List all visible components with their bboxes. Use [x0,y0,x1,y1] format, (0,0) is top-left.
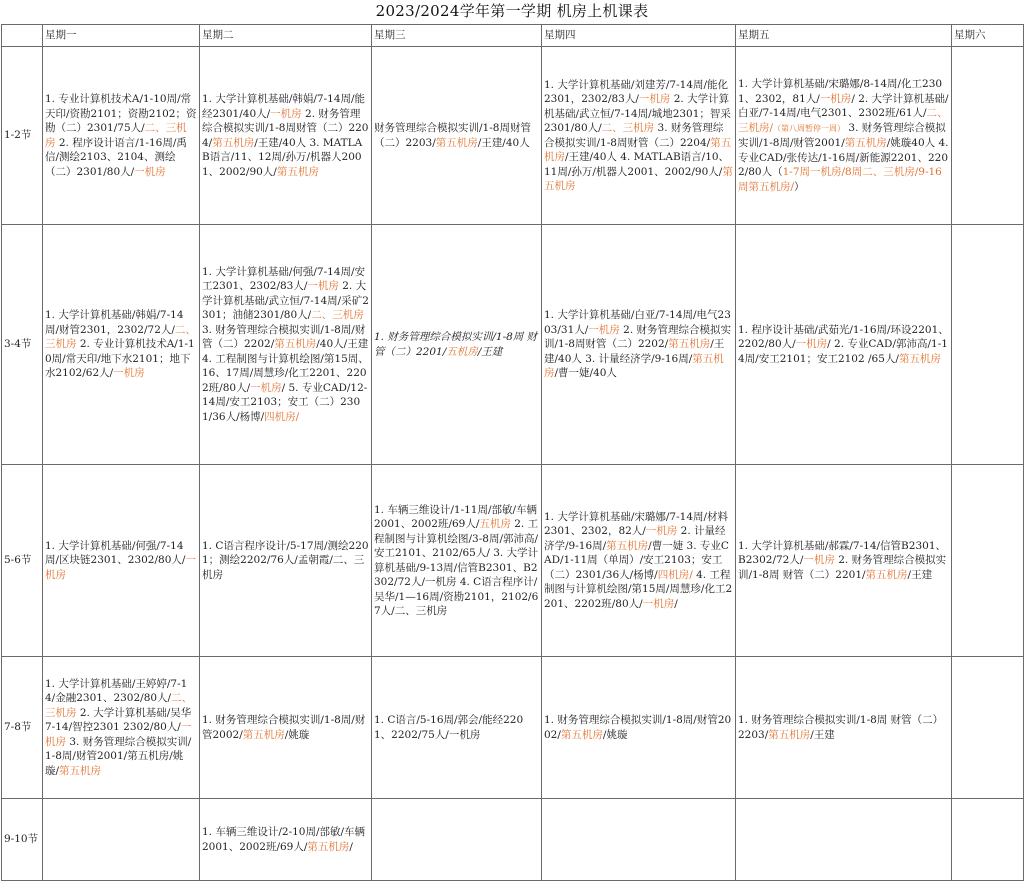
course-text: / 2. 大学计算机基础/白亚/7-14周/电气2301、2302班/61人/ [738,92,949,119]
course-text: 2. 大学计算机基础/武立恒/7-14周/采矿2301；油储2301/80人/ [202,280,369,322]
day-header: 星期四 [542,25,736,47]
room-label: 一机房 [250,381,282,394]
room-label: 第五机房 [276,165,319,178]
course-text: 2. 财务管理综合模拟实训/1-8周财管（二）2204/ [202,107,369,149]
course-text: 1. 大学计算机基础/王婷婷/7-14/金融2301、2302/80人/ [45,677,188,705]
cell-text [374,713,539,742]
schedule-table [1,24,1024,881]
day-header: 星期二 [200,25,372,47]
course-text: /曹一婕 3. 专业CAD/1-11周（单周）/安工2103；安工（二）2301/36人/杨博/ [544,539,729,581]
room-label: 二、三机房 [601,122,655,134]
course-text: /40人/王建 4. 工程制图与计算机绘图/第15周、16、17周/周慧珍/化工2201、2202班/80人/ [202,338,369,394]
course-text: 1. 大学计算机基础/何强/7-14周/安工2301、2302/83人/ [202,265,366,293]
cell-text [202,539,369,583]
schedule-cell [736,465,952,657]
schedule-cell [372,657,542,799]
course-text: 1. 财务管理综合模拟实训/1-8周 财管（二）2203/ [738,714,944,741]
schedule-cell [372,799,542,881]
schedule-cell [542,465,736,657]
room-label: 四机房/ [657,568,693,581]
schedule-cell [952,225,1024,465]
day-header: 星期一 [43,25,200,47]
course-text: 1. 专业计算机技术A/1-10周/常天印/资勘2101；资勘2102；资勘（二）2301/75人/ [45,93,197,134]
cell-text [738,713,949,742]
course-text: 2. 大学计算机基础/吴华7-14/智控2301 2302/80人/ [45,706,192,734]
cell-text [45,677,197,779]
course-text: 2. 计量经济学/9-16周/ [544,525,726,552]
cell-text [544,713,733,742]
period-label: 7-8节 [2,657,43,799]
course-text: 1. 车辆三维设计/2-10周/部敏/车辆2001、2002班/69人/ [202,826,366,853]
schedule-cell [43,225,200,465]
course-text: 3. 财务管理综合模拟实训/1-8周财管（二）2204/ [544,122,724,149]
schedule-cell [952,47,1024,225]
room-label: 五机房 [446,345,478,358]
schedule-cell [200,225,372,465]
cell-text [374,121,539,150]
room-label: 一机房 [134,165,166,178]
cell-text [374,330,539,359]
room-label: 第五机房 [307,840,350,853]
course-text: / [674,597,678,610]
schedule-cell [200,657,372,799]
course-text: 财务管理综合模拟实训/1-8周财管（二）2203/ [374,122,531,149]
course-text: 3. 财务管理综合模拟实训/1-8周/财管2001/ [738,121,946,149]
course-text: 1. 大学计算机基础/韩娟/7-14周/能经2301/40人/ [202,93,366,120]
room-label: 第五机房 [242,728,285,741]
cell-text [202,265,369,425]
period-label: 1-2节 [2,47,43,225]
course-text: 1. 大学计算机基础/韩娟/7-14周/财管2301，2302/72人/ [45,309,184,336]
schedule-row [2,657,1024,799]
schedule-cell [736,799,952,881]
course-text: 1. 大学计算机基础/宋璐娜/8-14周/化工2301、2302，81人/ [738,78,943,105]
schedule-cell [952,799,1024,881]
schedule-cell [43,47,200,225]
course-text: 1. C语言/5-16周/郭会/能经2201、2202/75人/一机房 [374,714,524,741]
schedule-cell [43,799,200,881]
schedule-row [2,47,1024,225]
schedule-cell [736,657,952,799]
schedule-cell [372,225,542,465]
day-header: 星期六 [952,25,1024,47]
course-text: /王建/40人 4. MATLAB语言/10、11周/孙万/机器人2001、2002/90人/ [544,151,730,178]
schedule-row [2,465,1024,657]
course-text: 1. 大学计算机基础/郝霖/7-14/信管B2301、B2302/72人/ [738,539,946,567]
course-text: ） [794,180,805,193]
course-text: 2. 程序设计语言/1-16周/禹信/测绘2103、2104、测绘（二）2301/80人/ [45,136,187,178]
schedule-cell [736,225,952,465]
room-label: 第五机房 [274,338,317,351]
room-label: 第五机房 [898,352,941,365]
cell-text [202,713,369,742]
course-text: 1. 车辆三维设计/1-11周/部敏/车辆2001、2002班/69人/ [374,503,538,530]
schedule-cell [200,465,372,657]
room-label: 第五机房 [544,136,732,163]
day-header: 星期三 [372,25,542,47]
course-text: /王建 [907,568,933,581]
course-text: 2. 工程制图与计算机绘图/3-8周/郭沛高/安工2101、2102/65人/ 3. 大学计算机基础/9-13周/信管B2301、B2302/72人/一机房 4. C语言程序计/吴华/1—16周/资勘2101，2102/67人/二、三机房 [374,518,539,617]
schedule-cell [372,47,542,225]
room-label: 二、三机房 [311,309,364,322]
room-label: 一机房 [307,280,339,293]
cell-text [202,92,369,179]
schedule-cell [952,657,1024,799]
schedule-cell [43,465,200,657]
room-label: 第五机房 [768,728,811,741]
room-label: 一机房 [642,597,675,610]
cell-text [738,539,949,583]
room-label: 第五机房 [668,338,711,351]
course-text: /姚璇40人 4. 专业CAD/张传达/1-16周/新能源2201、2202/80人（ [738,137,949,178]
schedule-cell [736,47,952,225]
course-text: / 2. 专业CAD/郭沛高/1-14周/安工2101；安工2102 /65人/ [738,338,948,365]
course-text: 3. 财务管理综合模拟实训/1-8周/财管（二）2202/ [202,323,366,351]
schedule-cell [542,47,736,225]
course-text: /王建 [810,728,835,741]
room-label: 1-7周一机房/8周二、三机房/9-16周第五机房/ [738,166,942,193]
cell-text [374,503,539,619]
header-row [2,25,1024,47]
cell-text [45,92,197,179]
cell-text [202,825,369,854]
room-label: （第八周暂停一周） [773,123,846,133]
room-label: 第五机房 [212,136,255,149]
course-text: 1. 大学计算机基础/白亚/7-14周/电气2303/31人/ [544,309,731,336]
schedule-cell [43,657,200,799]
course-text: /王建 [477,345,503,358]
cell-text [544,510,733,612]
course-text: 1. 大学计算机基础/宋璐娜/7-14周/材料2301、2302，82人/ [544,510,729,538]
room-label: 二、三机房 [45,692,193,719]
course-text: 1. 财务管理综合模拟实训/1-8周 财管（二）2201/ [374,331,538,358]
course-text: 4. 工程制图与计算机绘图/第15周/周慧珍/化工2201、2202班/80人/ [544,568,733,610]
room-label: 五机房 [479,518,511,530]
course-text: /曹一婕/40人 [554,367,617,380]
room-label: 一机房 [819,92,852,105]
course-text: 1. 财务管理综合模拟实训/1-8周/财管2002/ [544,714,732,741]
course-text: 2. 专业计算机技术A/1-10周/常天印/地下水2101；地下水2102/62人/ [45,338,195,380]
schedule-row [2,799,1024,881]
room-label: 一机房 [803,554,835,567]
day-header: 星期五 [736,25,952,47]
room-label: 第五机房 [544,165,733,192]
cell-text [45,308,197,381]
room-label: 第五机房 [544,352,724,380]
cell-text [45,539,197,583]
cell-text [544,78,733,194]
course-text: /王建/40人 3. 计量经济学/9-16周/ [544,338,725,365]
room-label: 第五机房 [844,137,887,149]
course-text: 2. 大学计算机基础/武立恒/7-14周/城地2301；智采2301/80人/ [544,93,731,134]
room-label: 一机房 [638,93,671,105]
period-label: 9-10节 [2,799,43,881]
corner-cell [2,25,43,47]
course-text: /王建/40人 3. MATLAB语言/11、12周/孙万/机器人2001、2002/90人/ [202,136,363,178]
room-label: 一机房 [45,721,192,748]
room-label: 一机房 [270,107,302,120]
cell-text [738,323,949,367]
room-label: 第五机房 [560,728,603,741]
period-label: 5-6节 [2,465,43,657]
schedule-cell [542,657,736,799]
room-label: 第五机房 [435,136,478,149]
schedule-cell [542,225,736,465]
room-label: 一机房 [645,525,678,538]
room-label: 一机房 [588,323,620,336]
page-title: 2023/2024学年第一学期 机房上机课表 [375,2,649,20]
course-text: /姚璇 [284,728,310,741]
room-label: 二、三机房 [45,122,187,149]
course-text: 1. 程序设计基础/武茹光/1-16周/环设2201、2202/80人/ [738,323,949,351]
course-text: /姚璇 [602,728,628,741]
course-text: 2. 财务管理综合模拟实训/1-8周 财管（二）2201/ [738,554,947,581]
course-text: 1. 大学计算机基础/刘建芳/7-14周/能化2301，2302/83人/ [544,78,729,105]
cell-text [544,308,733,381]
room-label: 第五机房 [606,539,649,552]
course-text: 3. 财务管理综合模拟实训/1-8周/财管2001/第五机房/姚璇/ [45,735,192,777]
schedule-cell [372,465,542,657]
room-label: 一机房 [113,367,145,380]
room-label: 第五机房 [59,764,102,777]
room-label: 一机房 [795,338,828,351]
course-text: 1. 大学计算机基础/何强/7-14周/区块链2301、2302/80人/ [45,539,186,567]
schedule-cell [200,799,372,881]
schedule-cell [952,465,1024,657]
course-text: /王建/40人 [477,136,530,149]
room-label: 四机房/ [264,410,300,423]
room-label: 第五机房 [865,568,908,581]
course-text: 2. 财务管理综合模拟实训/1-8周财管（二）2202/ [544,323,731,351]
cell-text [738,77,949,194]
room-label: 二、三机房/ [738,107,948,134]
course-text: / [349,840,353,853]
course-text: / 5. 专业CAD/12-14周/安工2103；安工（二）2301/36人/杨博/ [202,381,368,423]
course-text: 1. C语言程序设计/5-17周/测绘2201；测绘2202/76人/孟朝霞/二、三机房 [202,539,369,581]
room-label: 一机房 [45,554,196,581]
room-label: 二、三机房 [45,323,196,351]
period-label: 3-4节 [2,225,43,465]
schedule-row [2,225,1024,465]
schedule-cell [542,799,736,881]
course-text: 1. 财务管理综合模拟实训/1-8周/财管2002/ [202,714,366,741]
schedule-cell [200,47,372,225]
